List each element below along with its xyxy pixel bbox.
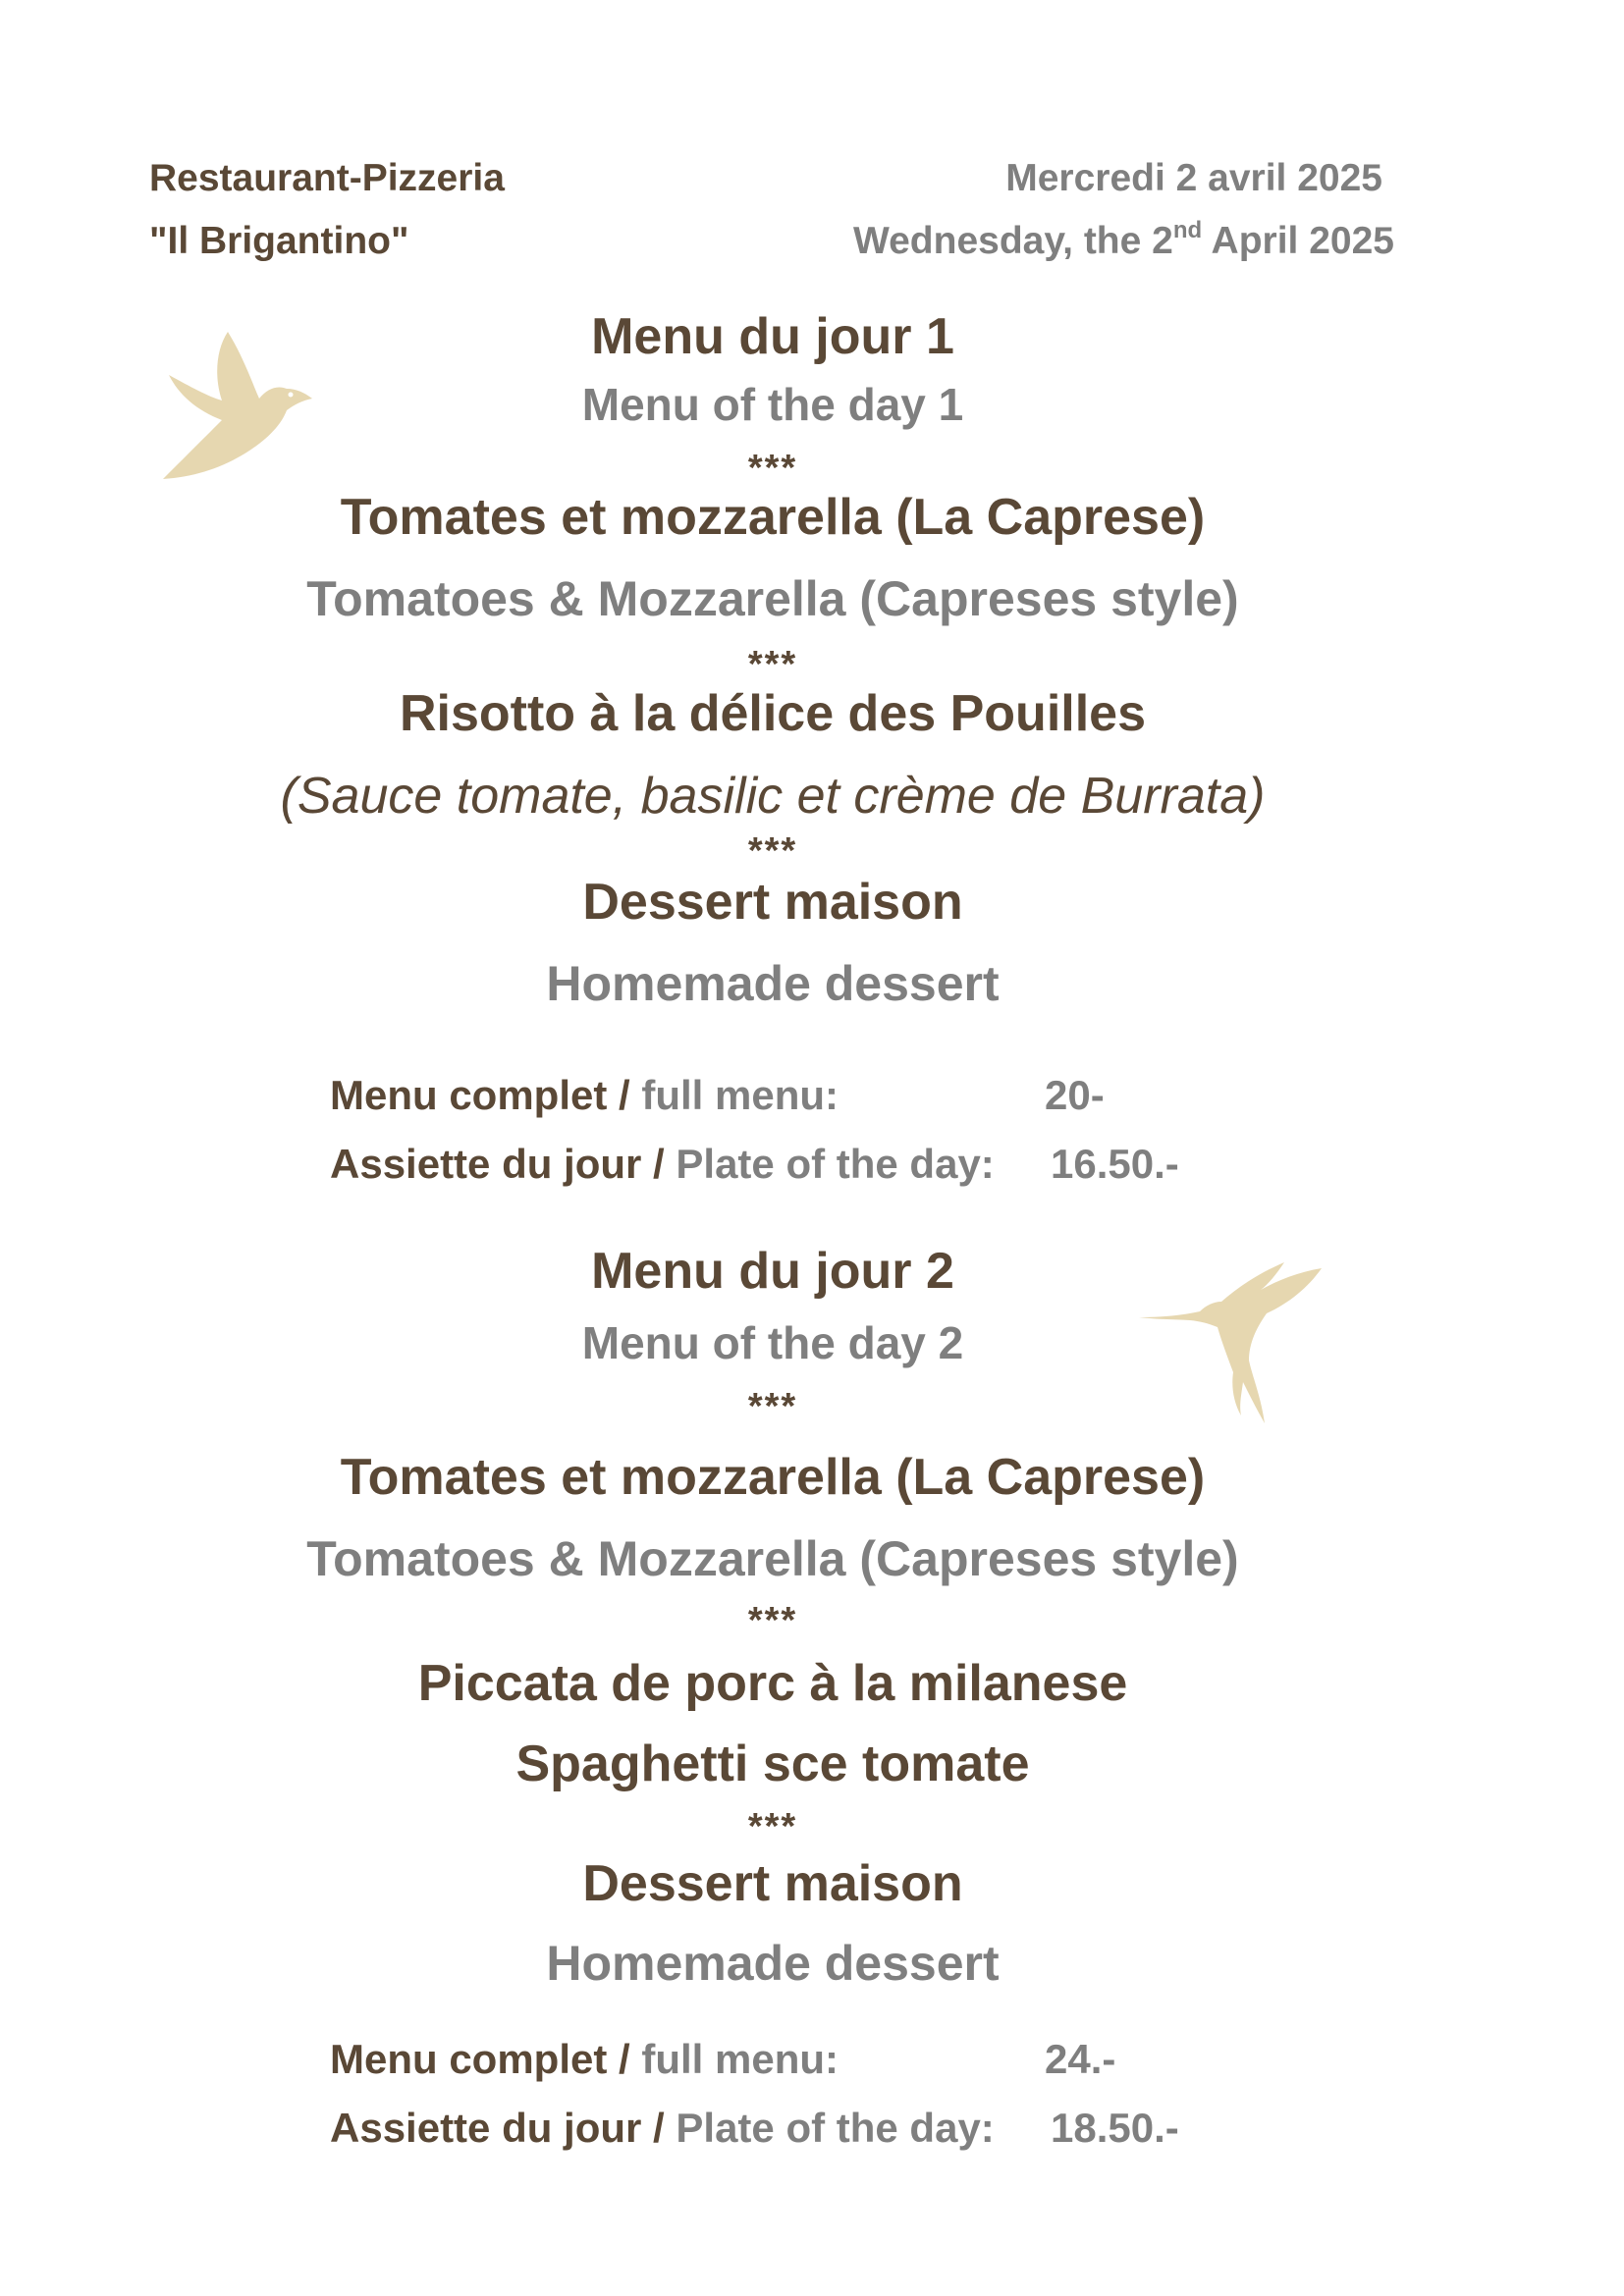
menu2-plate-label-fr: Assiette du jour / [330, 2105, 677, 2151]
menu1-main-note: (Sauce tomate, basilic et crème de Burrata) [280, 768, 1266, 825]
menu1-plate-price: 16.50.- [1051, 1141, 1179, 1187]
menu2-title-fr: Menu du jour 2 [591, 1243, 954, 1300]
menu1-starter-en: Tomatoes & Mozzarella (Capreses style) [306, 571, 1239, 626]
restaurant-name-line2: "Il Brigantino" [149, 220, 409, 262]
restaurant-name-line1: Restaurant-Pizzeria [149, 157, 505, 199]
menu2-separator-1: *** [747, 1386, 798, 1427]
menu2-title-en: Menu of the day 2 [581, 1317, 964, 1368]
menu1-plate-label-en: Plate of the day: [676, 1141, 995, 1187]
menu1-plate-label-fr: Assiette du jour / [330, 1141, 677, 1187]
menu1-dessert-en: Homemade dessert [546, 956, 1000, 1011]
menu2-full-label-fr: Menu complet / [330, 2036, 642, 2082]
date-english-prefix: Wednesday, the 2 [853, 220, 1173, 262]
menu1-plate-price-row [330, 1139, 1179, 1190]
date-french: Mercredi 2 avril 2025 [1005, 157, 1382, 199]
menu2-full-price-row [330, 2034, 1116, 2085]
date-english-ordinal: nd [1172, 217, 1203, 243]
menu1-separator-2: *** [747, 644, 798, 685]
menu2-full-price: 24.- [1045, 2036, 1116, 2082]
menu2-dessert-fr: Dessert maison [582, 1855, 963, 1912]
date-english [853, 218, 1394, 265]
menu1-title-fr: Menu du jour 1 [591, 308, 954, 365]
menu1-full-label-fr: Menu complet / [330, 1072, 642, 1118]
menu1-separator-1: *** [747, 448, 798, 489]
menu2-plate-price: 18.50.- [1051, 2105, 1179, 2151]
menu2-main-fr-line2: Spaghetti sce tomate [515, 1735, 1030, 1792]
menu1-full-label-en: full menu: [641, 1072, 839, 1118]
menu2-separator-2: *** [747, 1600, 798, 1641]
menu2-dessert-en: Homemade dessert [546, 1936, 1000, 1991]
menu2-plate-label-en: Plate of the day: [676, 2105, 995, 2151]
menu1-full-price-row [330, 1070, 1105, 1121]
menu1-title-en: Menu of the day 1 [581, 379, 964, 430]
menu2-separator-3: *** [747, 1806, 798, 1847]
menu2-plate-price-row [330, 2103, 1179, 2154]
menu2-starter-en: Tomatoes & Mozzarella (Capreses style) [306, 1531, 1239, 1586]
menu2-full-label-en: full menu: [641, 2036, 839, 2082]
menu2-starter-fr: Tomates et mozzarella (La Caprese) [340, 1449, 1206, 1506]
menu1-full-price: 20- [1045, 1072, 1105, 1118]
menu1-main-fr: Risotto à la délice des Pouilles [399, 685, 1147, 742]
date-english-suffix: April 2025 [1202, 220, 1394, 262]
menu2-main-fr-line1: Piccata de porc à la milanese [417, 1655, 1128, 1712]
menu1-dessert-fr: Dessert maison [582, 874, 963, 931]
menu1-starter-fr: Tomates et mozzarella (La Caprese) [340, 489, 1206, 546]
menu1-separator-3: *** [747, 830, 798, 872]
